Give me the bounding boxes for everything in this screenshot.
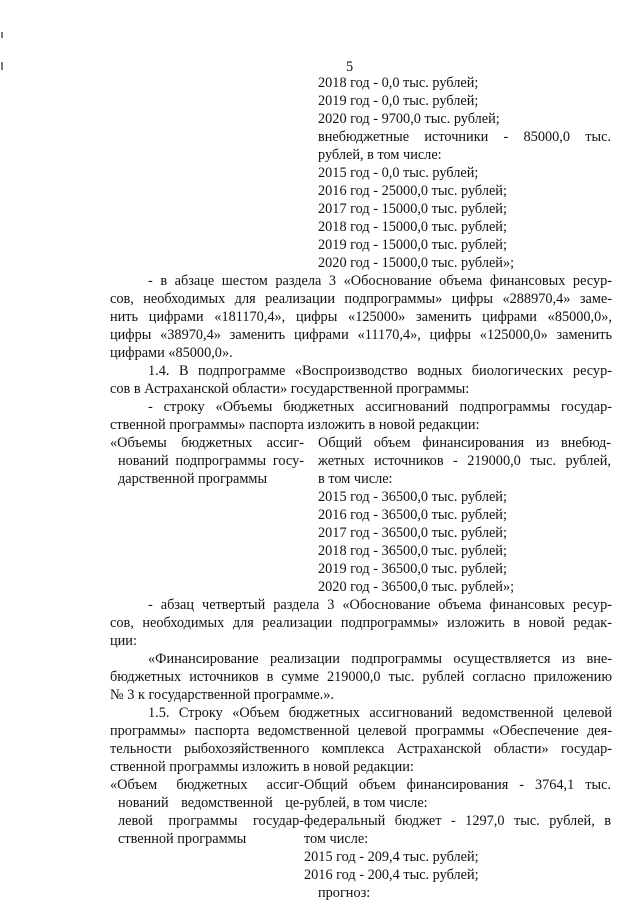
table-left-cell-line: «Объем бюджетных ассиг- [110, 777, 304, 793]
table-right-cell-line: федеральный бюджет - 1297,0 тыс. рублей, в [304, 813, 611, 829]
text-line: № 3 к государственной программе.». [110, 687, 334, 703]
list-item: 2019 год - 15000,0 тыс. рублей; [318, 237, 507, 253]
text-line: 1.5. Строку «Объем бюджетных ассигнований ведомственной целевой [148, 705, 612, 721]
table-right-cell-line: 2015 год - 209,4 тыс. рублей; [304, 849, 479, 865]
text-line: 1.4. В подпрограмме «Воспроизводство водных биологических ресур- [148, 363, 612, 379]
table-left-cell-line: ственной программы [118, 831, 247, 847]
text-line: нить цифрами «181170,4», цифры «125000» заменить цифрами «85000,0», [110, 309, 612, 325]
text-line: - в абзаце шестом раздела 3 «Обоснование объема финансовых ресур- [148, 273, 612, 289]
text-line: ственной программы изложить в новой редакции: [110, 759, 414, 775]
page-number: 5 [346, 59, 354, 75]
text-line: бюджетных источников в сумме 219000,0 тыс. рублей согласно приложению [110, 669, 612, 685]
table-left-cell-line: «Объемы бюджетных ассиг- [110, 435, 304, 451]
text-line: - абзац четвертый раздела 3 «Обоснование объема финансовых ресур- [148, 597, 612, 613]
list-item: рублей, в том числе: [318, 147, 442, 163]
scan-edge-mark [1, 32, 3, 38]
table-right-cell-line: жетных источников - 219000,0 тыс. рублей, [318, 453, 611, 469]
table-right-cell-line: рублей, в том числе: [304, 795, 428, 811]
list-item: 2019 год - 0,0 тыс. рублей; [318, 93, 479, 109]
table-right-cell-line: 2019 год - 36500,0 тыс. рублей; [318, 561, 507, 577]
text-line: сов, необходимых для реализации подпрограммы» изложить в новой редак- [110, 615, 612, 631]
table-left-cell-line: левой программы государ- [118, 813, 304, 829]
list-item: 2018 год - 15000,0 тыс. рублей; [318, 219, 507, 235]
list-item: 2020 год - 15000,0 тыс. рублей»; [318, 255, 515, 271]
text-line: - строку «Объемы бюджетных ассигнований подпрограммы государ- [148, 399, 612, 415]
scan-edge-mark [1, 62, 3, 70]
list-item: 2015 год - 0,0 тыс. рублей; [318, 165, 479, 181]
list-item: 2020 год - 9700,0 тыс. рублей; [318, 111, 500, 127]
text-line: ции: [110, 633, 137, 649]
table-right-cell-line: в том числе: [318, 471, 393, 487]
table-right-cell-line: 2015 год - 36500,0 тыс. рублей; [318, 489, 507, 505]
table-right-cell-line: 2017 год - 36500,0 тыс. рублей; [318, 525, 507, 541]
text-line: «Финансирование реализации подпрограммы осуществляется из вне- [148, 651, 612, 667]
text-line: сов, необходимых для реализации подпрограммы» цифры «288970,4» заме- [110, 291, 612, 307]
text-line: цифры «38970,4» заменить цифрами «11170,4», цифры «125000,0» заменить [110, 327, 612, 343]
text-line: цифрами «85000,0». [110, 345, 233, 361]
text-line: сов в Астраханской области» государственной программы: [110, 381, 470, 397]
list-item: 2017 год - 15000,0 тыс. рублей; [318, 201, 507, 217]
list-item: внебюджетные источники - 85000,0 тыс. [318, 129, 611, 145]
list-item: 2016 год - 25000,0 тыс. рублей; [318, 183, 507, 199]
text-line: программы» паспорта ведомственной целевой программы «Обеспечение дея- [110, 723, 612, 739]
table-left-cell-line: нований подпрограммы госу- [118, 453, 304, 469]
table-right-cell-line: прогноз: [318, 885, 371, 901]
table-right-cell-line: Общий объем финансирования - 3764,1 тыс. [304, 777, 611, 793]
text-line: ственной программы» паспорта изложить в новой редакции: [110, 417, 480, 433]
text-line: тельности рыбохозяйственного комплекса Астраханской области» государ- [110, 741, 612, 757]
list-item: 2018 год - 0,0 тыс. рублей; [318, 75, 479, 91]
table-right-cell-line: 2016 год - 36500,0 тыс. рублей; [318, 507, 507, 523]
table-right-cell-line: том числе: [304, 831, 369, 847]
table-left-cell-line: нований ведомственной це- [118, 795, 304, 811]
table-right-cell-line: 2016 год - 200,4 тыс. рублей; [304, 867, 479, 883]
table-right-cell-line: 2018 год - 36500,0 тыс. рублей; [318, 543, 507, 559]
table-right-cell-line: Общий объем финансирования из внебюд- [318, 435, 611, 451]
table-left-cell-line: дарственной программы [118, 471, 268, 487]
table-right-cell-line: 2020 год - 36500,0 тыс. рублей»; [318, 579, 515, 595]
